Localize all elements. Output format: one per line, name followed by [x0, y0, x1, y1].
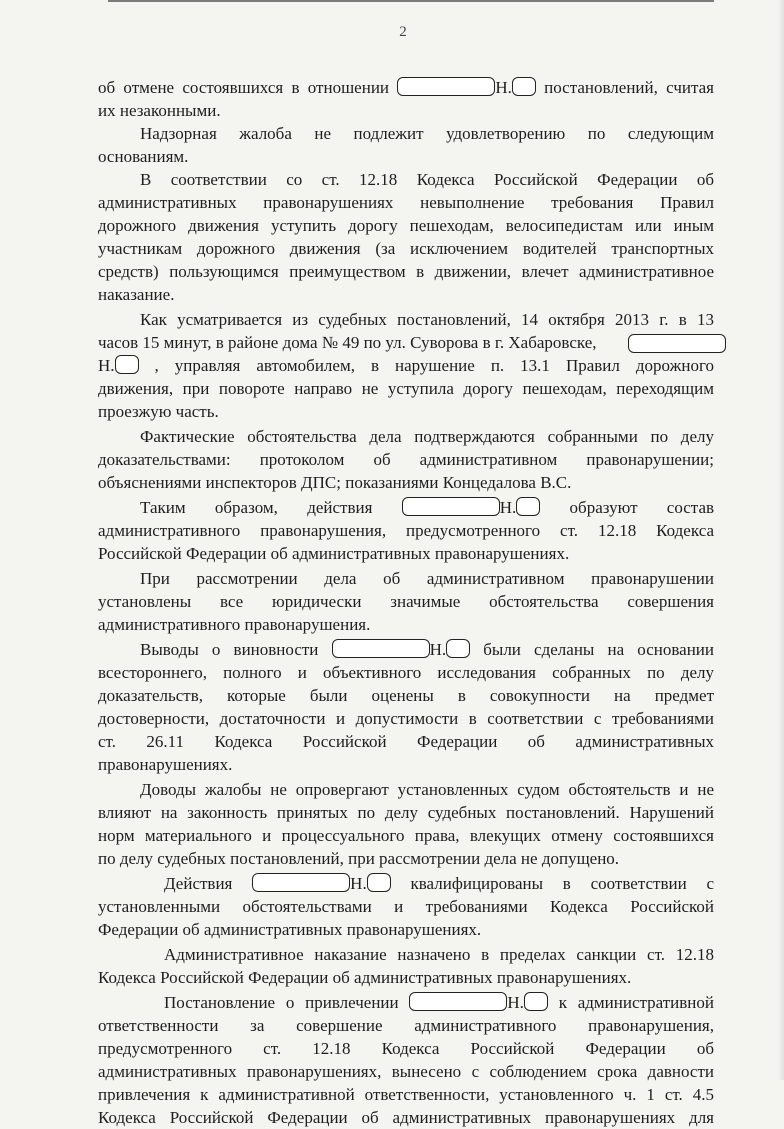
text-line: ст. 26.11 Кодекса Российской Федерации об административных: [98, 732, 714, 751]
text-line: [140, 496, 714, 519]
text-line: Доводы жалобы не опровергают установленных судом обстоятельств и не: [140, 780, 714, 799]
redacted-initial-box: [446, 639, 470, 658]
text-line: установленными обстоятельствами и требованиями Кодекса Российской: [98, 897, 714, 916]
text-line: достоверности, достаточности и допустимости в соответствии с требованиями: [98, 709, 714, 728]
text-line: административного правонарушения.: [98, 615, 371, 634]
redacted-initial-box: [524, 992, 548, 1011]
text-line: Фактические обстоятельства дела подтверждаются собранными по делу: [140, 427, 714, 446]
text-line: [140, 638, 714, 661]
text-line: административных правонарушениях, вынесено с соблюдением срока давности: [98, 1062, 714, 1081]
text-fragment: Н.: [507, 993, 524, 1012]
redacted-name-box: [628, 334, 726, 353]
text-line: влияют на законность принятых по делу судебных постановлений. Нарушений: [98, 803, 714, 822]
text-line: норм материального и процессуального права, влекущих отмену состоявшихся: [98, 826, 714, 845]
redacted-name-box: [252, 873, 350, 892]
text-line: доказательств, которые были оценены в совокупности на предмет: [98, 686, 714, 705]
text-line: [98, 354, 714, 377]
top-edge-line: [108, 0, 714, 2]
text-line: установлены все юридически значимые обстоятельства совершения: [98, 592, 714, 611]
text-line: по делу судебных постановлений, при рассмотрении дела не допущено.: [98, 849, 620, 868]
text-fragment: Н.: [429, 640, 447, 659]
text-fragment: были сделаны на основании: [483, 640, 714, 659]
text-line: Федерации об административных правонарушениях.: [98, 920, 482, 939]
text-line: Кодекса Российской Федерации об административных правонарушениях.: [98, 968, 632, 987]
text-fragment: постановлений, считая: [544, 78, 715, 97]
text-fragment: об отмене состоявшихся в отношении: [98, 78, 390, 97]
text-line: [98, 76, 714, 99]
text-line: предусмотренного ст. 12.18 Кодекса Российской Федерации об: [98, 1039, 714, 1058]
redacted-name-box: [332, 639, 430, 658]
text-line: привлечения к административной ответственности, установленного ч. 1 ст. 4.5: [98, 1085, 714, 1104]
text-fragment: Таким образом, действия: [140, 498, 373, 517]
redacted-initial-box: [516, 497, 540, 516]
text-line: При рассмотрении дела об административном правонарушении: [140, 569, 714, 588]
text-line: наказание.: [98, 285, 175, 304]
text-line: Кодекса Российской Федерации об административных правонарушениях для: [98, 1108, 714, 1127]
page-number: 2: [399, 24, 407, 40]
text-fragment: квалифицированы в соответствии с: [410, 874, 715, 893]
text-line: Надзорная жалоба не подлежит удовлетворению по следующим: [140, 124, 714, 143]
redacted-name-box: [397, 77, 495, 96]
scan-edge-shadow: [778, 0, 784, 1080]
text-fragment: Постановление о привлечении: [164, 993, 399, 1012]
text-fragment: Н.: [98, 356, 115, 375]
redacted-name-box: [409, 992, 507, 1011]
redacted-name-box: [402, 497, 500, 516]
text-fragment: Действия: [164, 874, 233, 893]
text-line: [164, 872, 714, 895]
text-line: средств) пользующимся преимуществом в движении, влечет административное: [98, 262, 714, 281]
text-line: Административное наказание назначено в пределах санкции ст. 12.18: [164, 945, 714, 964]
text-line: основаниям.: [98, 147, 189, 166]
text-fragment: к административной: [558, 993, 714, 1012]
text-line: [164, 991, 714, 1014]
text-fragment: часов 15 минут, в районе дома № 49 по ул. Суворова в г. Хабаровске,: [98, 333, 597, 352]
text-fragment: Н.: [350, 874, 367, 893]
text-line: дорожного движения уступить дорогу пешеходам, велосипедистам или иным: [98, 216, 714, 235]
redacted-initial-box: [512, 77, 536, 96]
text-line: участникам дорожного движения (за исключением водителей транспортных: [98, 239, 714, 258]
redacted-initial-box: [115, 355, 139, 374]
text-line: проезжую часть.: [98, 402, 219, 421]
text-fragment: , управляя автомобилем, в нарушение п. 13.1 Правил дорожного: [154, 356, 715, 375]
text-line: правонарушениях.: [98, 755, 233, 774]
text-line: всестороннего, полного и объективного исследования собранных по делу: [98, 663, 714, 682]
text-line: Российской Федерации об административных правонарушениях.: [98, 544, 570, 563]
text-fragment: образуют состав: [569, 498, 715, 517]
text-fragment: Н.: [499, 498, 517, 517]
redacted-initial-box: [367, 873, 391, 892]
text-line: [98, 331, 618, 354]
text-line: административного правонарушения, предусмотренного ст. 12.18 Кодекса: [98, 521, 714, 540]
text-fragment: Выводы о виновности: [140, 640, 319, 659]
text-line: доказательствами: протоколом об административном правонарушении;: [98, 450, 714, 469]
text-line: ответственности за совершение административного правонарушения,: [98, 1016, 714, 1035]
text-line: их незаконными.: [98, 101, 221, 120]
text-line: административных правонарушениях невыполнение требования Правил: [98, 193, 714, 212]
text-line: движения, при повороте направо не уступила дорогу пешеходам, переходящим: [98, 379, 714, 398]
redacted-name-box-wrap: [628, 333, 726, 356]
text-line: В соответствии со ст. 12.18 Кодекса Российской Федерации об: [140, 170, 714, 189]
text-fragment: Н.: [495, 78, 512, 97]
text-line: Как усматривается из судебных постановлений, 14 октября 2013 г. в 13: [140, 310, 714, 329]
text-line: объяснениями инспекторов ДПС; показаниями Концедалова В.С.: [98, 473, 572, 492]
